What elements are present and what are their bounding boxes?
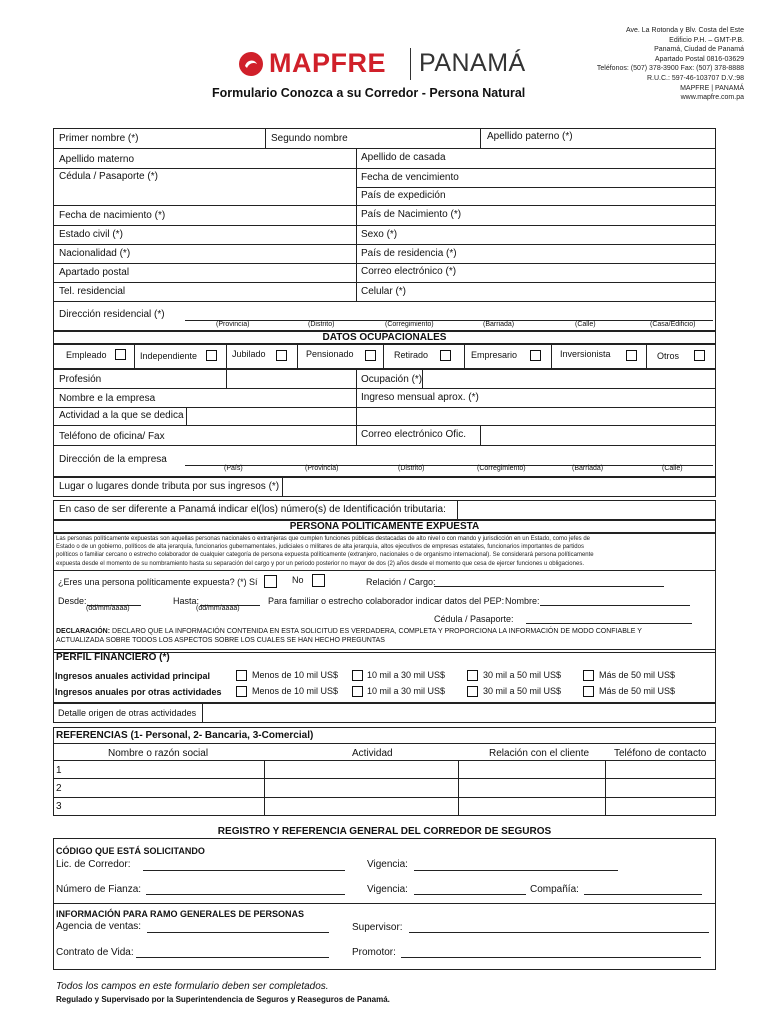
pep-desde-label: Desde:	[58, 596, 87, 606]
range-label: Más de 50 mil US$	[599, 686, 676, 696]
actividad-label: Actividad a la que se dedica	[59, 410, 184, 421]
pep-date-format-2: (dd/mm/aaaa)	[196, 605, 240, 612]
contrato-vida-field[interactable]	[136, 957, 329, 958]
emp-corregimiento: (Corregimiento)	[477, 465, 526, 472]
pep-description	[56, 535, 716, 568]
pep-si-label: Sí	[249, 577, 258, 587]
pep-date-format-1: (dd/mm/aaaa)	[86, 605, 130, 612]
emp-provincia: (Provincia)	[305, 465, 339, 472]
mapfre-logo	[238, 48, 538, 80]
vigencia-1-label: Vigencia:	[367, 859, 408, 870]
nacionalidad-label: Nacionalidad (*)	[59, 248, 131, 259]
address-line: Teléfonos: (507) 378-3900 Fax: (507) 378-8888	[596, 65, 744, 73]
pep-cedula-field[interactable]	[526, 623, 692, 624]
address-line: Panamá, Ciudad de Panamá	[654, 46, 744, 54]
checkbox-principal-menos-10[interactable]	[236, 670, 247, 681]
checkbox-principal-mas-50[interactable]	[583, 670, 594, 681]
checkbox-otras-menos-10[interactable]	[236, 686, 247, 697]
lic-corredor-label: Lic. de Corredor:	[56, 859, 131, 870]
checkbox-pep-si[interactable]	[264, 575, 277, 588]
checkbox-pensionado[interactable]	[365, 350, 376, 361]
nombre-empresa-label: Nombre e la empresa	[59, 393, 156, 404]
declaracion-text-1: DECLARO QUE LA INFORMACIÓN CONTENIDA EN ESTA SOLICITUD ES VERDADERA, COMPLETA Y PROPORCIONA LA INFORMACIÓN DE MODO CONFIABLE Y	[110, 628, 642, 635]
address-line: Ave. La Rotonda y Blv. Costa del Este	[625, 27, 744, 34]
segundo-nombre-label: Segundo nombre	[271, 133, 348, 144]
pep-question: ¿Eres una persona políticamente expuesta? (*)	[58, 577, 247, 587]
pep-no-label: No	[292, 575, 304, 585]
address-line: MAPFRE | PANAMÁ	[680, 84, 744, 92]
range-label: Más de 50 mil US$	[599, 670, 676, 680]
brand-name: MAPFRE	[269, 48, 386, 78]
promotor-field[interactable]	[401, 957, 701, 958]
pep-familiar-label: Para familiar o estrecho colaborador indicar datos del PEP:	[268, 596, 505, 606]
declaracion-text-2: ACTUALIZADA SOBRE TODOS LOS ASPECTOS SOBRE LOS CUALES SE HAN HECHO PREGUNTAS	[56, 637, 385, 644]
range-label: 10 mil a 30 mil US$	[367, 686, 446, 696]
dir-distrito: (Distrito)	[308, 321, 335, 328]
referencias-title: REFERENCIAS (1- Personal, 2- Bancaria, 3-Comercial)	[56, 730, 314, 741]
pep-nombre-label: Nombre:	[505, 596, 540, 606]
pep-header: PERSONA POLÍTICAMENTE EXPUESTA	[53, 520, 716, 533]
mapfre-emblem-icon	[238, 51, 264, 77]
checkbox-independiente[interactable]	[206, 350, 217, 361]
checkbox-pep-no[interactable]	[312, 574, 325, 587]
contrato-vida-label: Contrato de Vida:	[56, 947, 134, 958]
ingresos-principal-label: Ingresos anuales actividad principal	[55, 671, 211, 681]
promotor-label: Promotor:	[352, 947, 396, 958]
pep-line: expuesta desde el momento de su nombramiento hasta su separación del cargo y por un periodo posterior no mayor de dos (2) años desde el momento que cesa de ejercer funciones u obligaciones.	[56, 560, 584, 567]
correo-label: Correo electrónico (*)	[361, 266, 457, 277]
option-empleado-label: Empleado	[66, 350, 107, 360]
option-retirado-label: Retirado	[394, 350, 429, 360]
pais-nacimiento-label: País de Nacimiento (*)	[361, 209, 462, 220]
option-empresario-label: Empresario	[471, 350, 518, 360]
perfil-financiero-title: PERFIL FINANCIERO (*)	[56, 652, 170, 663]
tributa-label: Lugar o lugares donde tributa por sus ingresos (*)	[59, 481, 280, 492]
apartado-postal-label: Apartado postal	[59, 267, 130, 278]
profesion-label: Profesión	[59, 374, 102, 385]
pep-hasta-label: Hasta:	[173, 596, 200, 606]
datos-ocupacionales-header: DATOS OCUPACIONALES	[53, 331, 716, 344]
vigencia-1-field[interactable]	[414, 870, 618, 871]
ocupacion-label: Ocupación (*)	[361, 374, 423, 385]
pep-nombre-field[interactable]	[540, 605, 690, 606]
ingresos-otras-label: Ingresos anuales por otras actividades	[55, 687, 222, 697]
dir-provincia: (Provincia)	[216, 321, 250, 328]
checkbox-empleado[interactable]	[115, 349, 126, 360]
supervisor-field[interactable]	[409, 932, 709, 933]
address-line: Edificio P.H. – GMT-P.B.	[669, 36, 744, 44]
pep-line: políticos o familiar cercano o estrecho colaborador de cualquier categoría de persona expuesta políticamente (extranjero, nacionales o de organismo internacional). Se considerará persona políticamente	[56, 552, 594, 559]
declaracion-label: DECLARACIÓN:	[56, 628, 111, 635]
compania-field[interactable]	[584, 894, 702, 895]
checkbox-otras-10-30[interactable]	[352, 686, 363, 697]
direccion-residencial-label: Dirección residencial (*)	[59, 309, 165, 320]
fecha-vencimiento-label: Fecha de vencimiento	[361, 172, 459, 183]
emp-pais: (País)	[224, 465, 243, 472]
fecha-nacimiento-label: Fecha de nacimiento (*)	[59, 210, 166, 221]
detalle-label: Detalle origen de otras actividades	[58, 708, 197, 718]
pais-expedicion-label: País de expedición	[361, 190, 446, 201]
checkbox-principal-10-30[interactable]	[352, 670, 363, 681]
supervisor-label: Supervisor:	[352, 922, 403, 933]
checkbox-otros[interactable]	[694, 350, 705, 361]
fianza-field[interactable]	[146, 894, 345, 895]
dir-barriada: (Barriada)	[483, 321, 515, 328]
emp-distrito: (Distrito)	[398, 465, 425, 472]
vigencia-2-field[interactable]	[414, 894, 526, 895]
info-ramo-title: INFORMACIÓN PARA RAMO GENERALES DE PERSONAS	[56, 909, 305, 919]
cedula-label: Cédula / Pasaporte (*)	[59, 171, 158, 182]
checkbox-retirado[interactable]	[440, 350, 451, 361]
ref-col-actividad: Actividad	[352, 748, 393, 759]
agencia-label: Agencia de ventas:	[56, 921, 142, 932]
fianza-label: Número de Fianza:	[56, 884, 142, 895]
address-line: R.U.C.: 597-46-103707 D.V.:98	[646, 74, 744, 82]
pais-residencia-label: País de residencia (*)	[361, 248, 457, 259]
ref-row-number: 2	[56, 783, 62, 794]
tel-oficina-label: Teléfono de oficina/ Fax	[59, 431, 165, 442]
dir-calle: (Calle)	[575, 321, 596, 328]
range-label: Menos de 10 mil US$	[252, 670, 339, 680]
registro-header: REGISTRO Y REFERENCIA GENERAL DEL CORREDOR DE SEGUROS	[53, 826, 716, 839]
checkbox-principal-30-50[interactable]	[467, 670, 478, 681]
option-pensionado-label: Pensionado	[306, 349, 354, 359]
footer-note: Todos los campos en este formulario deben ser completados.	[56, 981, 329, 992]
form-title: Formulario Conozca a su Corredor - Persona Natural	[212, 86, 526, 100]
pep-cedula-label: Cédula / Pasaporte:	[434, 614, 514, 624]
ingreso-label: Ingreso mensual aprox. (*)	[361, 392, 479, 403]
sexo-label: Sexo (*)	[361, 229, 398, 240]
range-label: 30 mil a 50 mil US$	[483, 670, 562, 680]
range-label: 10 mil a 30 mil US$	[367, 670, 446, 680]
address-line: Apartado Postal 0816-03629	[654, 55, 744, 63]
tel-residencial-label: Tel. residencial	[59, 286, 126, 297]
ref-row-number: 1	[56, 765, 62, 776]
range-label: Menos de 10 mil US$	[252, 686, 339, 696]
otro-pais-label: En caso de ser diferente a Panamá indicar el(los) número(s) de Identificación tributaria:	[59, 504, 446, 515]
declaracion	[56, 627, 642, 645]
ref-row-number: 3	[56, 801, 62, 812]
checkbox-jubilado[interactable]	[276, 350, 287, 361]
emp-barriada: (Barriada)	[572, 465, 604, 472]
option-independiente-label: Independiente	[140, 351, 198, 361]
codigo-title: CÓDIGO QUE ESTÁ SOLICITANDO	[56, 846, 205, 856]
apellido-materno-label: Apellido materno	[59, 154, 135, 165]
apellido-paterno-label: Apellido paterno (*)	[487, 131, 573, 142]
emp-calle: (Calle)	[662, 465, 683, 472]
footer-regulado: Regulado y Supervisado por la Superintendencia de Seguros y Reaseguros de Panamá.	[56, 995, 390, 1004]
compania-label: Compañía:	[530, 884, 579, 895]
ref-col-nombre: Nombre o razón social	[108, 748, 209, 759]
agencia-field[interactable]	[147, 932, 329, 933]
company-address	[504, 26, 744, 103]
option-inversionista-label: Inversionista	[560, 349, 611, 359]
option-otros-label: Otros	[657, 351, 680, 361]
checkbox-inversionista[interactable]	[626, 350, 637, 361]
brand-region: PANAMÁ	[419, 49, 526, 77]
lic-corredor-field[interactable]	[143, 870, 345, 871]
pep-relacion-field[interactable]	[434, 586, 664, 587]
address-line: www.mapfre.com.pa	[680, 94, 744, 102]
option-jubilado-label: Jubilado	[232, 349, 266, 359]
checkbox-otras-30-50[interactable]	[467, 686, 478, 697]
correo-ofic-label: Correo electrónico Ofic.	[361, 429, 467, 440]
ref-col-relacion: Relación con el cliente	[489, 748, 590, 759]
vigencia-2-label: Vigencia:	[367, 884, 408, 895]
direccion-empresa-label: Dirección de la empresa	[59, 454, 167, 465]
dir-corregimiento: (Corregimiento)	[385, 321, 434, 328]
apellido-casada-label: Apellido de casada	[361, 152, 446, 163]
dir-casa-edificio: (Casa/Edificio)	[650, 321, 696, 328]
pep-relacion-label: Relación / Cargo:	[366, 577, 436, 587]
checkbox-otras-mas-50[interactable]	[583, 686, 594, 697]
range-label: 30 mil a 50 mil US$	[483, 686, 562, 696]
pep-line: Estado o de un gobierno, políticos de alta jerarquía, funcionarios gubernamentales, judiciales o militares de alta jerarquía, altos ejecutivos de empresas estatales, funcionarios importantes de partidos	[56, 544, 584, 551]
celular-label: Celular (*)	[361, 286, 407, 297]
ref-col-telefono: Teléfono de contacto	[614, 748, 707, 759]
pep-line: Las personas políticamente expuestas son aquellas personas nacionales o extranjeras que cumplen funciones públicas destacadas de alto nivel o con mando y jurisdicción en un Estado, como jefes de	[56, 536, 590, 542]
estado-civil-label: Estado civil (*)	[59, 229, 123, 240]
checkbox-empresario[interactable]	[530, 350, 541, 361]
primer-nombre-label: Primer nombre (*)	[59, 133, 139, 144]
